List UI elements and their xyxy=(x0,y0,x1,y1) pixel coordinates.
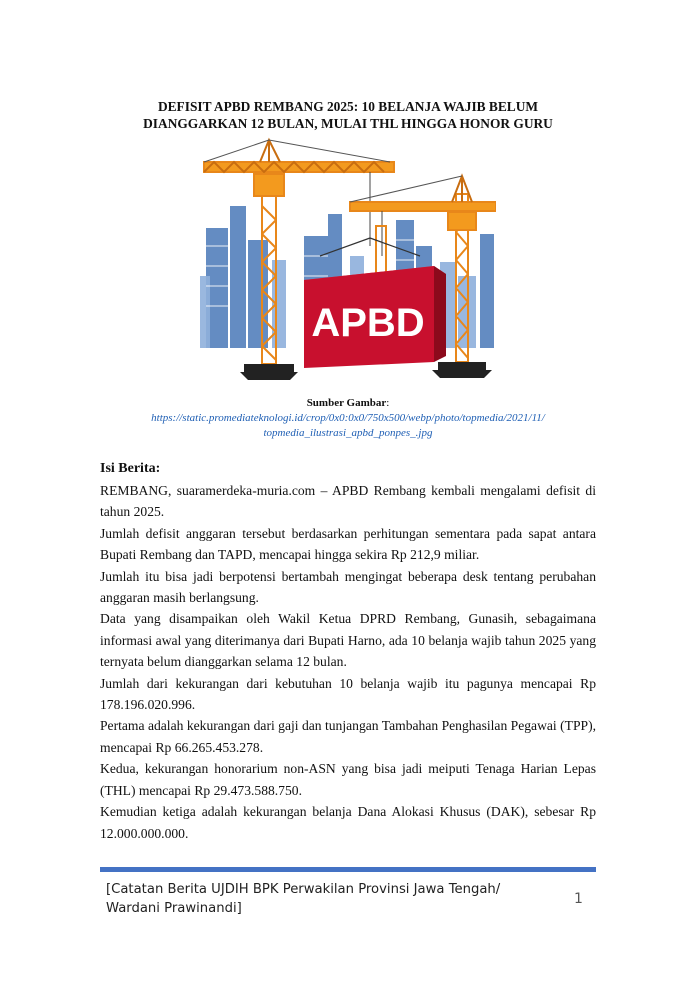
apbd-crane-illustration xyxy=(200,136,496,394)
image-caption xyxy=(100,396,596,441)
body-paragraph: Kemudian ketiga adalah kekurangan belanja Dana Alokasi Khusus (DAK), sebesar Rp 12.000.000.000. xyxy=(100,804,596,841)
footer-note: [Catatan Berita UJDIH BPK Perwakilan Provinsi Jawa Tengah/ Wardani Prawinandi] xyxy=(106,882,501,916)
article-title-line-2: DIANGGARKAN 12 BULAN, MULAI THL HINGGA HONOR GURU xyxy=(143,116,553,131)
body-heading: Isi Berita: xyxy=(100,461,161,476)
body-paragraph: Jumlah defisit anggaran tersebut berdasarkan perhitungan sementara pada sapat antara Bupati Rembang dan TAPD, mencapai hingga sekira Rp 212,9 miliar. xyxy=(100,525,596,563)
body-paragraph: Pertama adalah kekurangan dari gaji dan tunjangan Tambahan Penghasilan Pegawai (TPP), mencapai Rp 66.265.453.278. xyxy=(100,718,596,755)
body-paragraph: Jumlah itu bisa jadi berpotensi bertambah mengingat beberapa desk tentang perubahan anggaran masih berlangsung. xyxy=(100,568,596,606)
body-paragraph: Jumlah dari kekurangan dari kebutuhan 10 belanja wajib itu pagunya mencapai Rp 178.196.020.996. xyxy=(100,675,596,713)
apbd-box-label: APBD xyxy=(311,301,425,345)
caption-colon: : xyxy=(386,397,390,409)
caption-label: Sumber Gambar xyxy=(306,397,387,409)
image-source-link-line-2[interactable]: topmedia_ilustrasi_apbd_ponpes_.jpg xyxy=(263,427,433,439)
article-title xyxy=(100,98,596,132)
article-title-line-1: DEFISIT APBD REMBANG 2025: 10 BELANJA WAJIB BELUM xyxy=(157,99,539,114)
body-paragraph: Kedua, kekurangan honorarium non-ASN yang bisa jadi meiputi Tenaga Harian Lepas (THL) mencapai Rp 29.473.588.750. xyxy=(100,761,596,798)
body-paragraph: Data yang disampaikan oleh Wakil Ketua DPRD Rembang, Gunasih, sebagaimana informasi awal yang diterimanya dari Bupati Harno, ada 10 belanja wajib tahun 2025 yang ternyata belum dianggarkan selama 12 bulan. xyxy=(100,611,596,670)
footer-divider xyxy=(100,867,596,872)
body-paragraph: REMBANG, suaramerdeka-muria.com – APBD Rembang kembali mengalami defisit di tahun 2025. xyxy=(100,483,596,520)
article-body xyxy=(100,458,596,844)
image-source-link-line-1[interactable]: https://static.promediateknologi.id/crop/0x0:0x0/750x500/webp/photo/topmedia/2021/11/ xyxy=(151,412,545,424)
page-number: 1 xyxy=(574,891,583,907)
